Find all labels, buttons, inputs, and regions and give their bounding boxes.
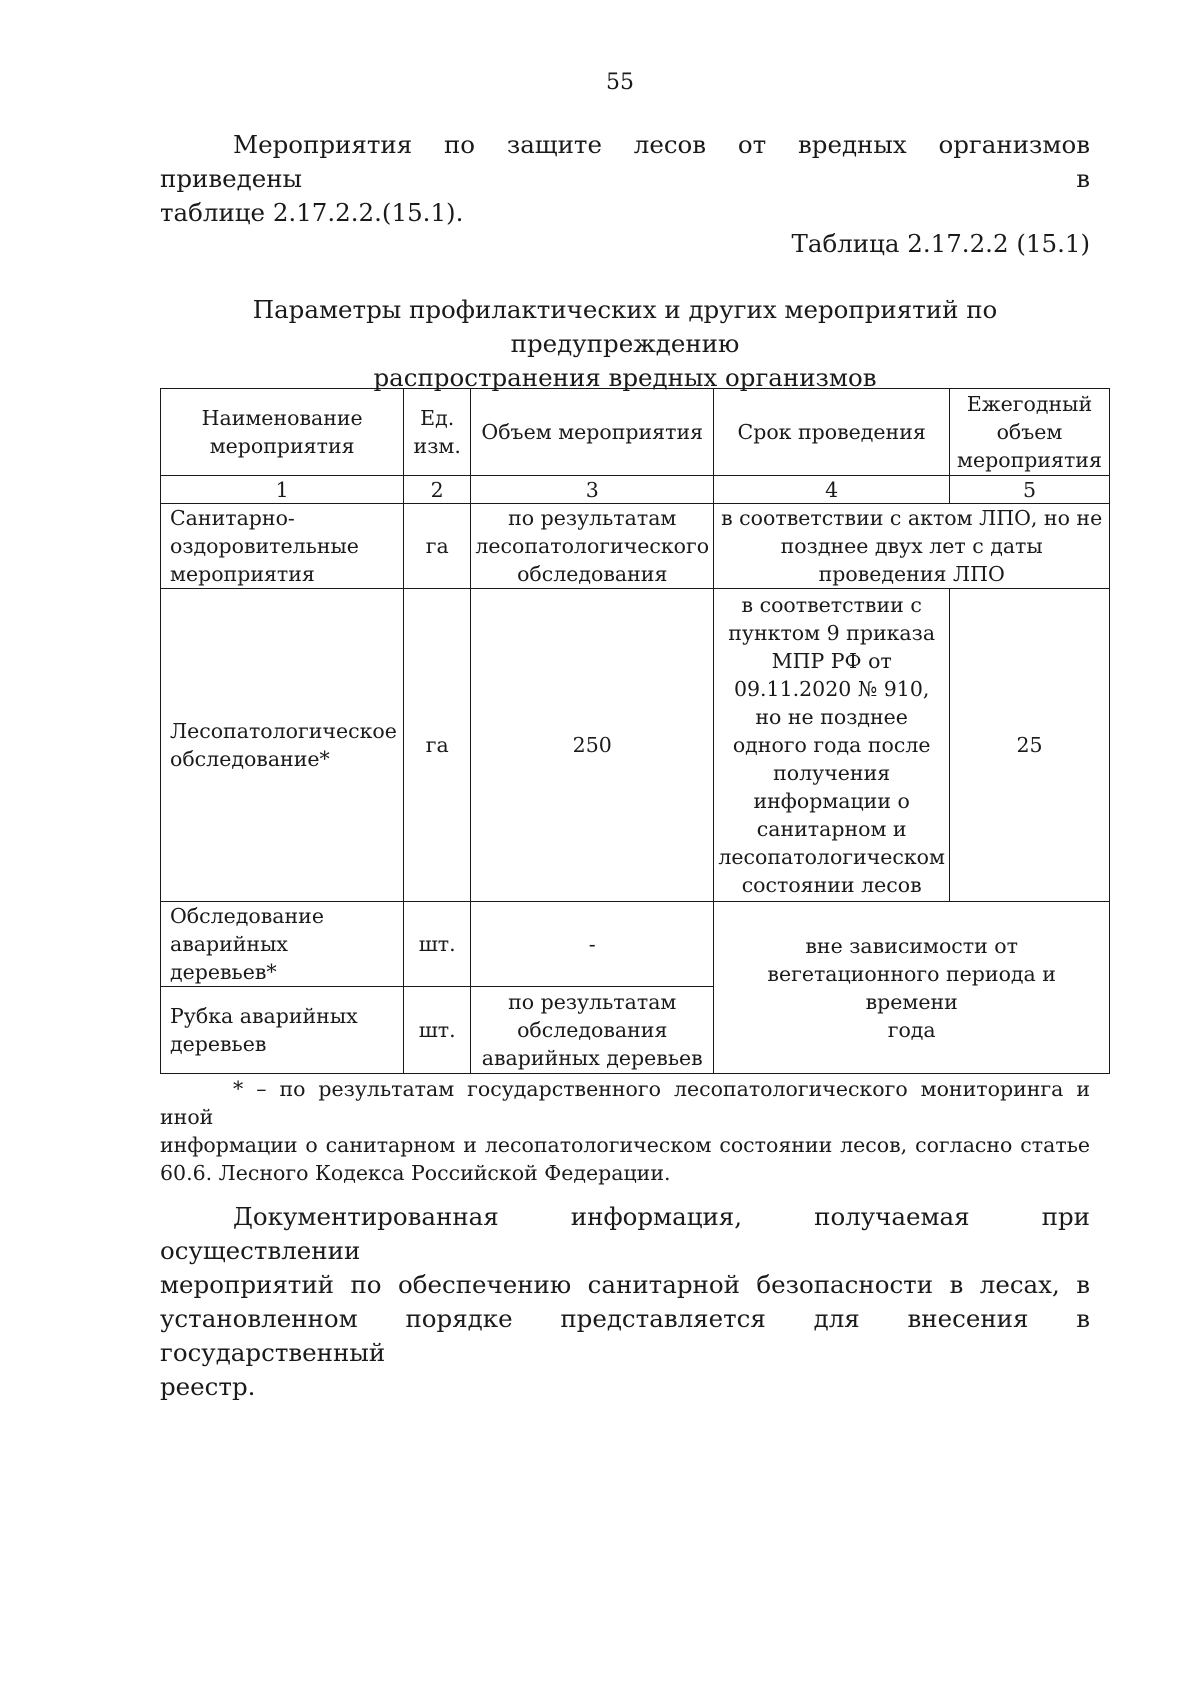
closing-line: установленном порядке представляется для внесения в государственный	[160, 1304, 1090, 1367]
table-title	[160, 293, 1090, 395]
intro-line: Мероприятия по защите лесов от вредных организмов приведены в	[160, 130, 1090, 193]
measure-name: Рубка аварийных деревьев	[161, 987, 404, 1074]
table-footnote	[160, 1075, 1090, 1187]
table-title-line: Параметры профилактических и других мероприятий по предупреждению	[252, 295, 998, 358]
closing-paragraph	[160, 1200, 1090, 1404]
term-cell: в соответствии с актом ЛПО, но не позднее двух лет с даты проведения ЛПО	[714, 504, 1110, 589]
closing-line: реестр.	[160, 1372, 256, 1401]
table-row	[161, 589, 1110, 902]
column-number: 4	[714, 476, 950, 504]
table-row	[161, 504, 1110, 589]
measures-table	[160, 388, 1110, 1074]
header-cell-name: Наименование мероприятия	[161, 389, 404, 476]
unit-cell: га	[404, 589, 471, 902]
shared-term-cell: вне зависимости от вегетационного периода и времени года	[714, 902, 1110, 1074]
column-number: 3	[471, 476, 714, 504]
footnote-line: 60.6. Лесного Кодекса Российской Федерации.	[160, 1161, 671, 1185]
measure-name: Санитарно- оздоровительные мероприятия	[161, 504, 404, 589]
header-cell-unit: Ед. изм.	[404, 389, 471, 476]
intro-paragraph	[160, 128, 1090, 230]
column-number-row	[161, 476, 1110, 504]
unit-cell: шт.	[404, 987, 471, 1074]
footnote-line: * – по результатам государственного лесопатологического мониторинга и иной	[160, 1077, 1090, 1129]
page-number: 55	[606, 70, 634, 95]
table-row	[161, 902, 1110, 987]
header-cell-annual: Ежегодный объем мероприятия	[949, 389, 1109, 476]
column-number: 2	[404, 476, 471, 504]
volume-cell: по результатам лесопатологического обследования	[471, 504, 714, 589]
header-cell-term: Срок проведения	[714, 389, 950, 476]
volume-cell: по результатам обследования аварийных деревьев	[471, 987, 714, 1074]
closing-line: Документированная информация, получаемая при осуществлении	[160, 1202, 1090, 1265]
intro-line: таблице 2.17.2.2.(15.1).	[160, 198, 464, 227]
header-cell-volume: Объем мероприятия	[471, 389, 714, 476]
unit-cell: га	[404, 504, 471, 589]
measure-name: Лесопатологическое обследование*	[161, 589, 404, 902]
unit-cell: шт.	[404, 902, 471, 987]
table-label: Таблица 2.17.2.2 (15.1)	[791, 229, 1090, 258]
volume-cell: -	[471, 902, 714, 987]
term-cell: в соответствии с пунктом 9 приказа МПР РФ от 09.11.2020 № 910, но не позднее одного года после получения информации о санитарном и лесопатологическом состоянии лесов	[714, 589, 950, 902]
column-number: 1	[161, 476, 404, 504]
table-title-line: распространения вредных организмов	[373, 363, 877, 392]
closing-line: мероприятий по обеспечению санитарной безопасности в лесах, в	[160, 1270, 1090, 1299]
footnote-line: информации о санитарном и лесопатологическом состоянии лесов, согласно статье	[160, 1133, 1090, 1157]
volume-cell: 250	[471, 589, 714, 902]
column-number: 5	[949, 476, 1109, 504]
measure-name: Обследование аварийных деревьев*	[161, 902, 404, 987]
table-header-row	[161, 389, 1110, 476]
annual-cell: 25	[949, 589, 1109, 902]
